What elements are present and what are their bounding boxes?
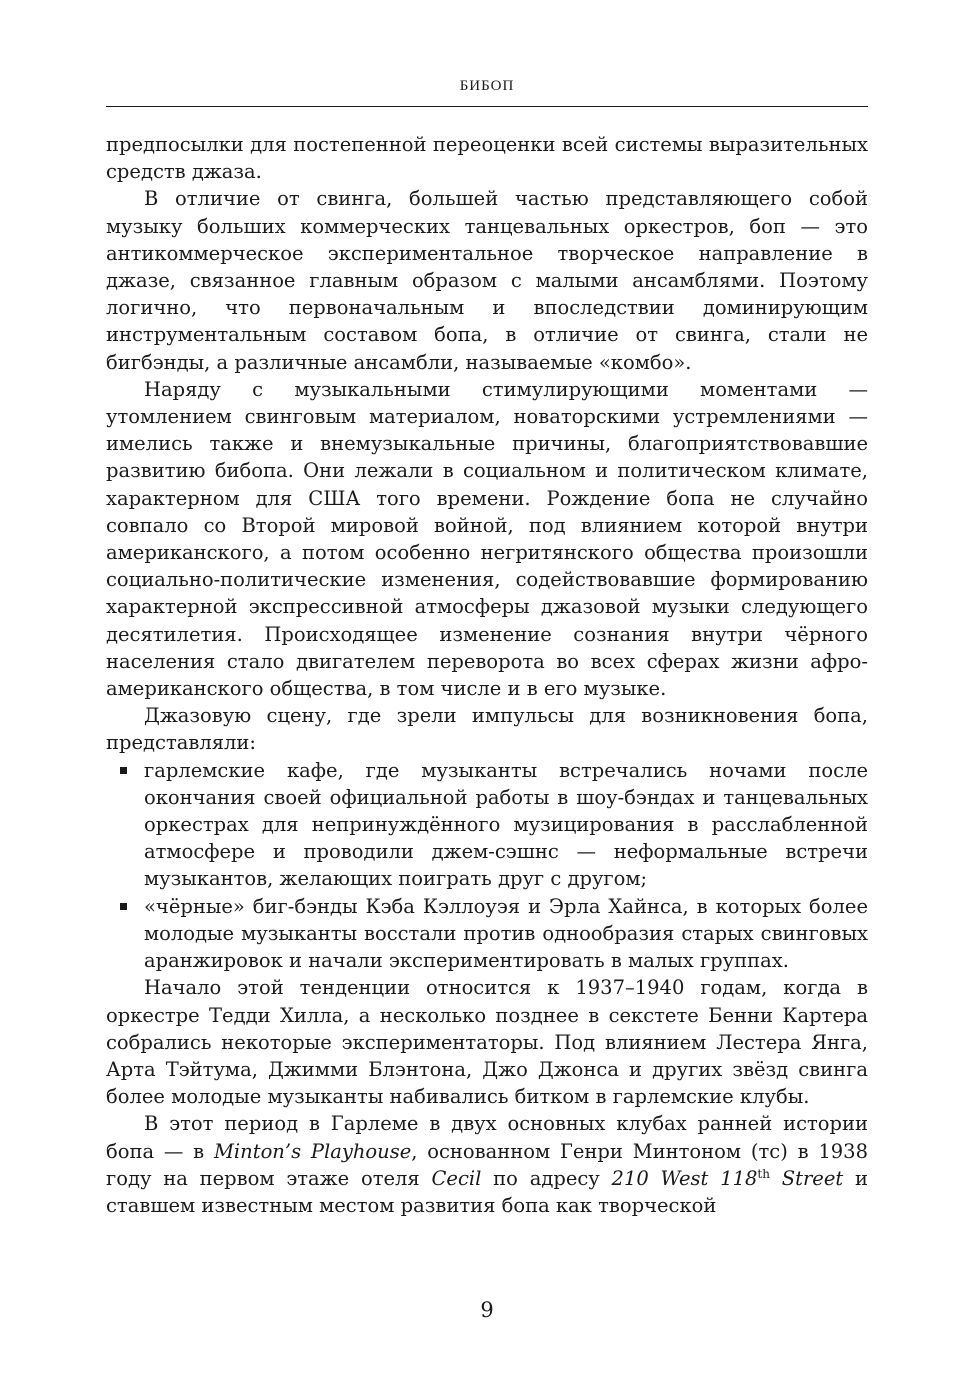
- paragraph-continuation: предпосылки для постепенной переоценки всей системы выразительных средств джаза.: [106, 133, 868, 184]
- page-number: 9: [480, 1298, 494, 1322]
- hotel-name-cecil: Cecil: [431, 1166, 482, 1190]
- text-run: и ставшем известным местом развития бопа как творческой: [106, 1166, 869, 1217]
- paragraph-harlem-clubs: [106, 1110, 868, 1219]
- text-run: по адресу: [481, 1166, 612, 1190]
- address-superscript: th: [757, 1166, 770, 1181]
- paragraph-jazz-scene-intro: Джазовую сцену, где зрели импульсы для возникновения бопа, представляли:: [106, 704, 868, 755]
- running-head: БИБОП: [459, 78, 515, 94]
- body-text: [106, 131, 868, 1219]
- street-address: 210 West 118: [611, 1166, 758, 1190]
- text-run: В этот период в Гарлеме в двух основных клубах ранней истории бопа — в: [106, 1112, 868, 1163]
- square-bullet-icon: [120, 767, 127, 774]
- list-item: [106, 893, 868, 975]
- list-item-text: гарлемские кафе, где музыканты встречались ночами после окончания своей официальной работы в шоу-бэндах и танцевальных оркестрах для непринуждённого музицирования в расслабленной атмосфере и проводили джем-сэшнс — неформальные встречи музыкантов, желающих поиграть друг с другом;: [144, 758, 868, 891]
- list-item: [106, 757, 868, 893]
- paragraph-swing-vs-bop: В отличие от свинга, большей частью представляющего собой музыку больших коммерческих танцевальных оркестров, боп — это антикоммерческое экспериментальное творческое направление в джазе, связанное главным образом с малыми ансамблями. Поэтому логично, что первоначальным и впоследствии доминирующим инструментальным составом бопа, в отличие от свинга, стали не бигбэнды, а различные ансамбли, называемые «комбо».: [106, 187, 868, 374]
- street-word: Street: [781, 1166, 844, 1190]
- header-rule: [106, 106, 868, 107]
- list-item-text: «чёрные» биг-бэнды Кэба Кэллоуэя и Эрла Хайнса, в которых более молодые музыканты восстали против однообразия старых свинговых аранжировок и начали экспериментировать в малых группах.: [144, 894, 868, 973]
- club-name-minton: Minton’s Playhouse: [213, 1139, 412, 1163]
- text-run: , основанном Генри Минтоном (тс) в 1938 году на первом этаже отеля: [106, 1139, 868, 1190]
- square-bullet-icon: [120, 903, 127, 910]
- paragraph-social-causes: Наряду с музыкальными стимулирующими моментами — утомлением свинговым материалом, новаторскими устремлениями — имелись также и внемузыкальные причины, благоприятствовавшие развитию бибопа. Они лежали в социальном и политическом климате, характерном для США того времени. Рождение бопа не случайно совпало со Второй мировой войной, под влиянием которой внутри американского, а потом особенно негритянского общества произошли социально-политические изменения, содействовавшие формированию характерной экспрессивной атмосферы джазовой музыки следующего десятилетия. Происходящее изменение сознания внутри чёрного населения стало двигателем переворота во всех сферах жизни афро-американского общества, в том числе и в его музыке.: [106, 377, 868, 701]
- paragraph-tendency-start: Начало этой тенденции относится к 1937–1940 годам, когда в оркестре Тедди Хилла, а несколько позднее в секстете Бенни Картера собрались некоторые экспериментаторы. Под влиянием Лестера Янга, Арта Тэйтума, Джимми Блэнтона, Джо Джонса и других звёзд свинга более молодые музыканты набивались битком в гарлемские клубы.: [106, 976, 868, 1109]
- bullet-list: [106, 757, 868, 975]
